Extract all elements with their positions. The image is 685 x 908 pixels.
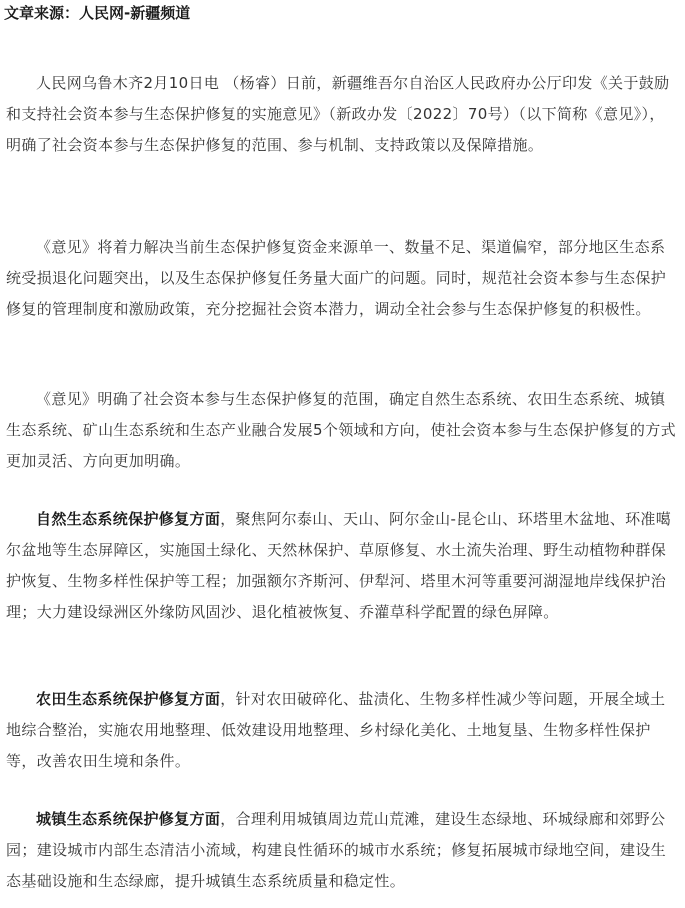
paragraph-text: ，聚焦阿尔泰山、天山、阿尔金山-昆仑山、环塔里木盆地、环准噶尔盆地等生态屏障区，实施国土绿化、天然林保护、草原修复、水土流失治理、野生动植物种群保护恢复、生物多样性保护等工程；加强额尔齐斯河、伊犁河、塔里木河等重要河湖湿地岸线保护治理；大力建设绿洲区外缘防风固沙、退化植被恢复、乔灌草科学配置的绿色屏障。 [6,510,672,621]
article-paragraph-goals [6,232,680,325]
paragraph-text: 《意见》将着力解决当前生态保护修复资金来源单一、数量不足、渠道偏窄，部分地区生态系统受损退化问题突出，以及生态保护修复任务量大面广的问题。同时，规范社会资本参与生态保护修复的管理制度和激励政策，充分挖掘社会资本潜力，调动全社会参与生态保护修复的积极性。 [6,238,667,318]
article-paragraph-intro [6,68,680,161]
article-paragraph-urban-ecosystem [6,804,680,897]
article-source: 文章来源：人民网-新疆频道 [4,4,191,22]
paragraph-heading: 农田生态系统保护修复方面 [36,690,221,708]
paragraph-text: 《意见》明确了社会资本参与生态保护修复的范围，确定自然生态系统、农田生态系统、城镇生态系统、矿山生态系统和生态产业融合发展5个领域和方向，使社会资本参与生态保护修复的方式更加灵活、方向更加明确。 [6,390,676,470]
paragraph-text: 人民网乌鲁木齐2月10日电 （杨睿）日前，新疆维吾尔自治区人民政府办公厅印发《关于鼓励和支持社会资本参与生态保护修复的实施意见》（新政办发〔2022〕70号）（以下简称《意见》），明确了社会资本参与生态保护修复的范围、参与机制、支持政策以及保障措施。 [6,74,670,154]
paragraph-heading: 自然生态系统保护修复方面 [36,510,221,528]
paragraph-text: ，针对农田破碎化、盐渍化、生物多样性减少等问题，开展全域土地综合整治，实施农用地整理、低效建设用地整理、乡村绿化美化、土地复垦、生物多样性保护等，改善农田生境和条件。 [6,690,666,770]
article-paragraph-farmland-ecosystem [6,684,680,777]
paragraph-text: ，合理利用城镇周边荒山荒滩，建设生态绿地、环城绿廊和郊野公园；建设城市内部生态清洁小流域，构建良性循环的城市水系统；修复拓展城市绿地空间，建设生态基础设施和生态绿廊，提升城镇生态系统质量和稳定性。 [6,810,667,890]
article-paragraph-natural-ecosystem [6,504,680,628]
article-paragraph-scope [6,384,680,477]
paragraph-heading: 城镇生态系统保护修复方面 [36,810,221,828]
